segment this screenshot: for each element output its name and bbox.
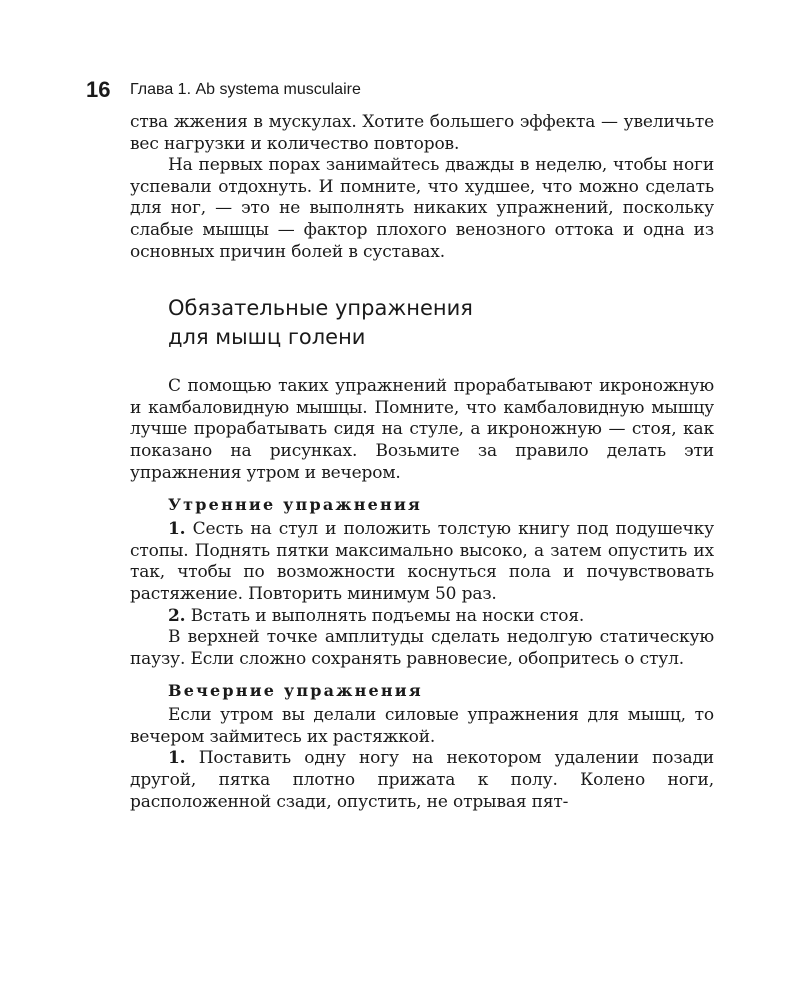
running-head	[86, 76, 726, 104]
morning-exercise-2-text: Встать и выполнять подъемы на носки стоя.	[190, 605, 585, 626]
morning-exercise-1	[130, 519, 714, 605]
morning-exercise-2-number: 2.	[168, 605, 186, 626]
section-heading	[168, 294, 714, 352]
section-intro-paragraph: С помощью таких упражнений прорабатывают икроножную и камбаловидную мышцы. Помните, что камбаловидную мышцу лучше прорабатывать сидя на стуле, а икроножную — стоя, как показано на рисунках. Возьмите за правило делать эти упражнения утром и вечером.	[130, 376, 714, 483]
morning-exercise-2	[130, 606, 714, 628]
morning-exercise-1-text: Сесть на стул и положить толстую книгу под подушечку стопы. Поднять пятки максимально высоко, а затем опустить их так, чтобы по возможности коснуться пола и почувствовать растяжение. Повторить минимум 50 раз.	[130, 519, 714, 604]
evening-exercise-1-number: 1.	[168, 748, 186, 769]
evening-exercise-1-text: Поставить одну ногу на некотором удалении позади другой, пятка плотно прижата к полу. Колено ноги, расположенной сзади, опустить, не отрывая пят-	[130, 748, 714, 812]
section-heading-line-2: для мышц голени	[168, 325, 366, 350]
page-body	[130, 112, 714, 813]
page-number: 16	[86, 77, 111, 102]
section-heading-line-1: Обязательные упражнения	[168, 296, 473, 321]
intro-paragraph: На первых порах занимайтесь дважды в неделю, чтобы ноги успевали отдохнуть. И помните, что худшее, что можно сделать для ног, — это не выполнять никаких упражнений, поскольку слабые мышцы — фактор плохого венозного оттока и одна из основных причин болей в суставах.	[130, 155, 714, 262]
evening-intro-paragraph: Если утром вы делали силовые упражнения для мышц, то вечером займитесь их растяжкой.	[130, 705, 714, 747]
evening-exercises-heading: Вечерние упражнения	[168, 681, 423, 701]
morning-exercises-heading: Утренние упражнения	[168, 495, 423, 515]
intro-paragraph-continued: ства жжения в мускулах. Хотите большего эффекта — увеличьте вес нагрузки и количество повторов.	[130, 112, 714, 154]
morning-exercise-2-continued: В верхней точке амплитуды сделать недолгую статическую паузу. Если сложно сохранять равновесие, обопритесь о стул.	[130, 627, 714, 669]
evening-exercise-1	[130, 748, 714, 813]
running-title: Глава 1. Ab systema musculaire	[130, 81, 361, 98]
morning-exercise-1-number: 1.	[168, 519, 186, 540]
